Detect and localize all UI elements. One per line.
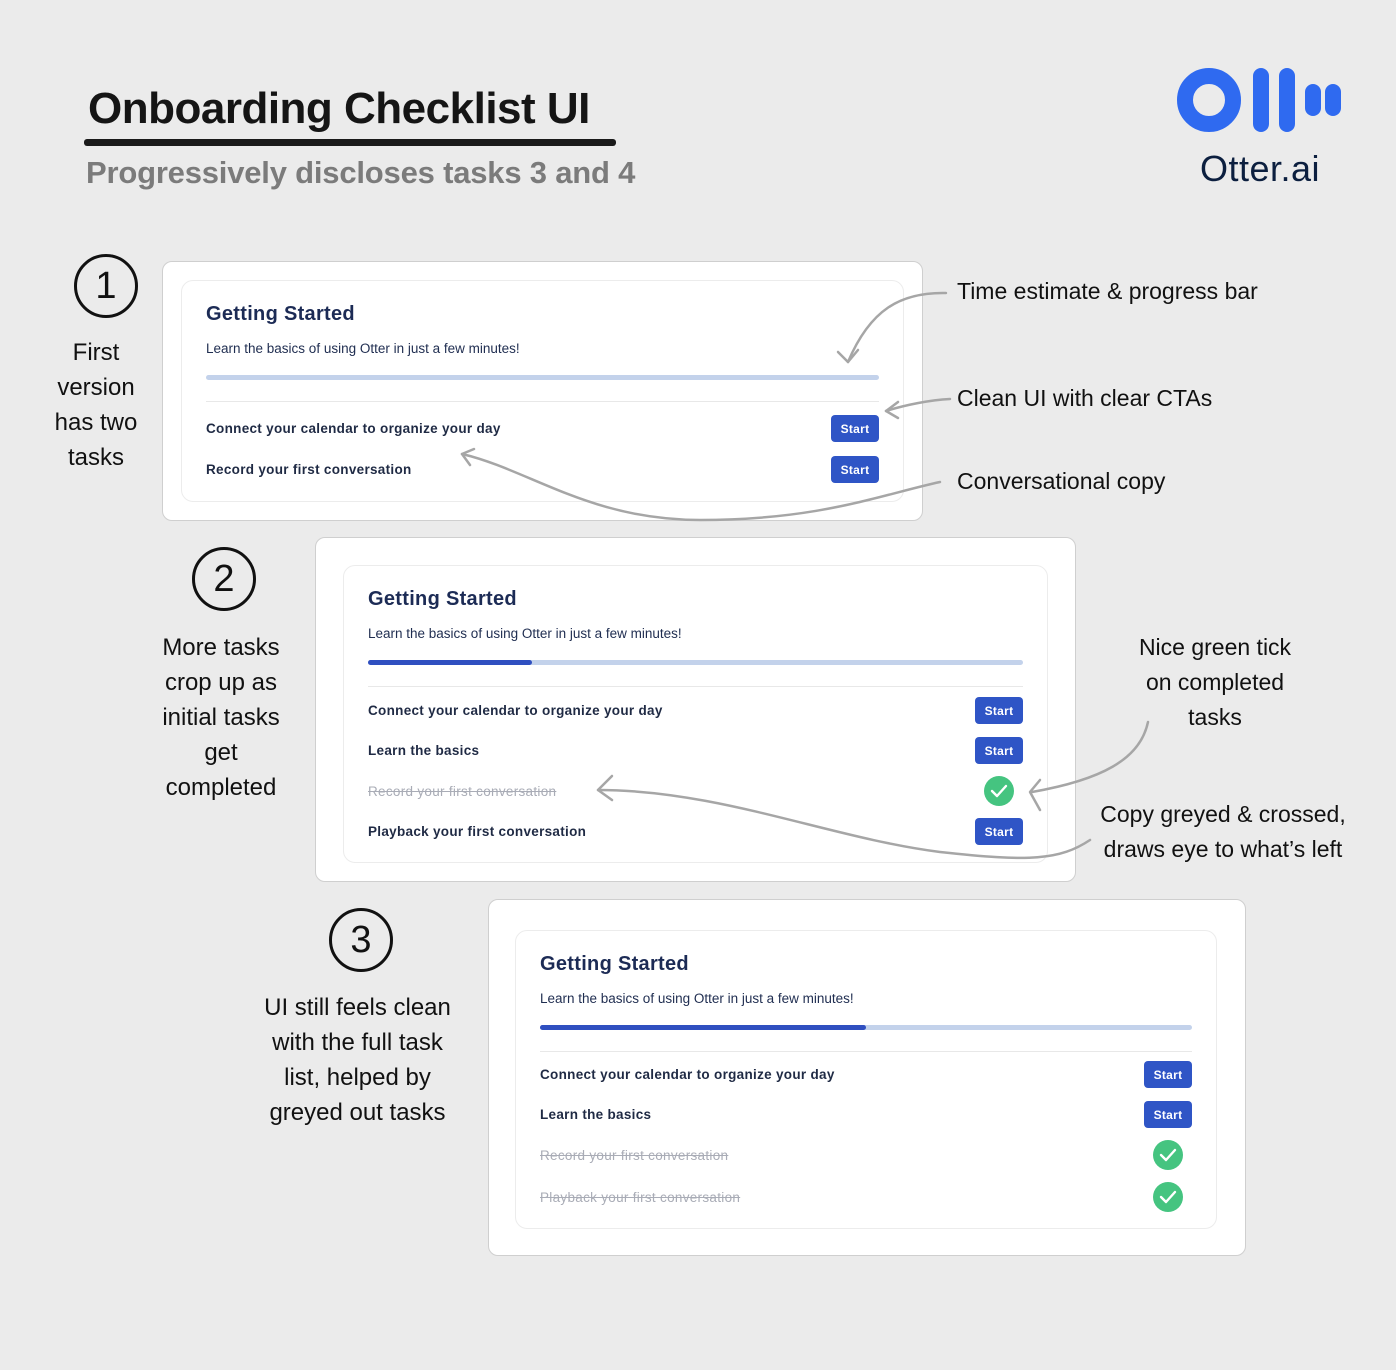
start-button[interactable]: Start [975,697,1023,724]
card-subtitle: Learn the basics of using Otter in just a few minutes! [540,991,854,1006]
note-line: Copy greyed & crossed, [1100,801,1346,827]
note-line: First [72,339,120,366]
start-button[interactable]: Start [831,415,879,442]
task-label: Connect your calendar to organize your day [206,421,501,436]
task-label-completed: Record your first conversation [368,784,557,799]
step-3-badge: 3 [329,908,393,972]
card-subtitle: Learn the basics of using Otter in just a few minutes! [368,626,682,641]
step-1-badge: 1 [74,254,138,318]
note-line: on completed [1145,669,1285,695]
start-button[interactable]: Start [975,818,1023,845]
annotation-clean-ui: Clean UI with clear CTAs [957,385,1213,411]
card-subtitle: Learn the basics of using Otter in just a few minutes! [206,341,520,356]
note-line: tasks [1188,704,1242,730]
note-line: greyed out tasks [269,1099,446,1126]
start-button[interactable]: Start [975,737,1023,764]
note-line: has two [54,409,138,436]
note-line: version [57,374,135,401]
task-label: Connect your calendar to organize your day [540,1067,835,1082]
note-line: completed [165,774,277,801]
arrow-copy [462,454,940,520]
note-line: crop up as [164,669,278,696]
card-title: Getting Started [368,588,517,610]
page-title: Onboarding Checklist UI [88,84,590,133]
note-line: list, helped by [284,1064,431,1091]
note-line: initial tasks [162,704,280,731]
step-2-badge: 2 [192,547,256,611]
task-label-completed: Record your first conversation [540,1148,729,1163]
arrow-progress [848,293,946,362]
note-line: Nice green tick [1138,634,1292,660]
page-subtitle: Progressively discloses tasks 3 and 4 [86,155,636,190]
task-label: Playback your first conversation [368,824,587,839]
note-line: get [204,739,238,766]
annotation-time-estimate: Time estimate & progress bar [957,278,1258,304]
note-line: UI still feels clean [264,994,451,1021]
brand-name: Otter.ai [1199,148,1321,189]
card-title: Getting Started [206,303,355,325]
task-label-completed: Playback your first conversation [540,1190,741,1205]
annotation-conversational: Conversational copy [957,468,1166,494]
task-label: Record your first conversation [206,462,412,477]
arrow-greyed [598,790,1090,858]
task-label: Connect your calendar to organize your day [368,703,663,718]
note-line: tasks [67,444,124,471]
start-button[interactable]: Start [1144,1101,1192,1128]
card-title: Getting Started [540,953,689,975]
note-line: with the full task [272,1029,443,1056]
task-label: Learn the basics [368,743,480,758]
start-button[interactable]: Start [1144,1061,1192,1088]
task-label: Learn the basics [540,1107,652,1122]
arrow-tick [1032,722,1148,792]
start-button[interactable]: Start [831,456,879,483]
note-line: draws eye to what’s left [1103,836,1343,862]
note-line: More tasks [162,634,280,661]
